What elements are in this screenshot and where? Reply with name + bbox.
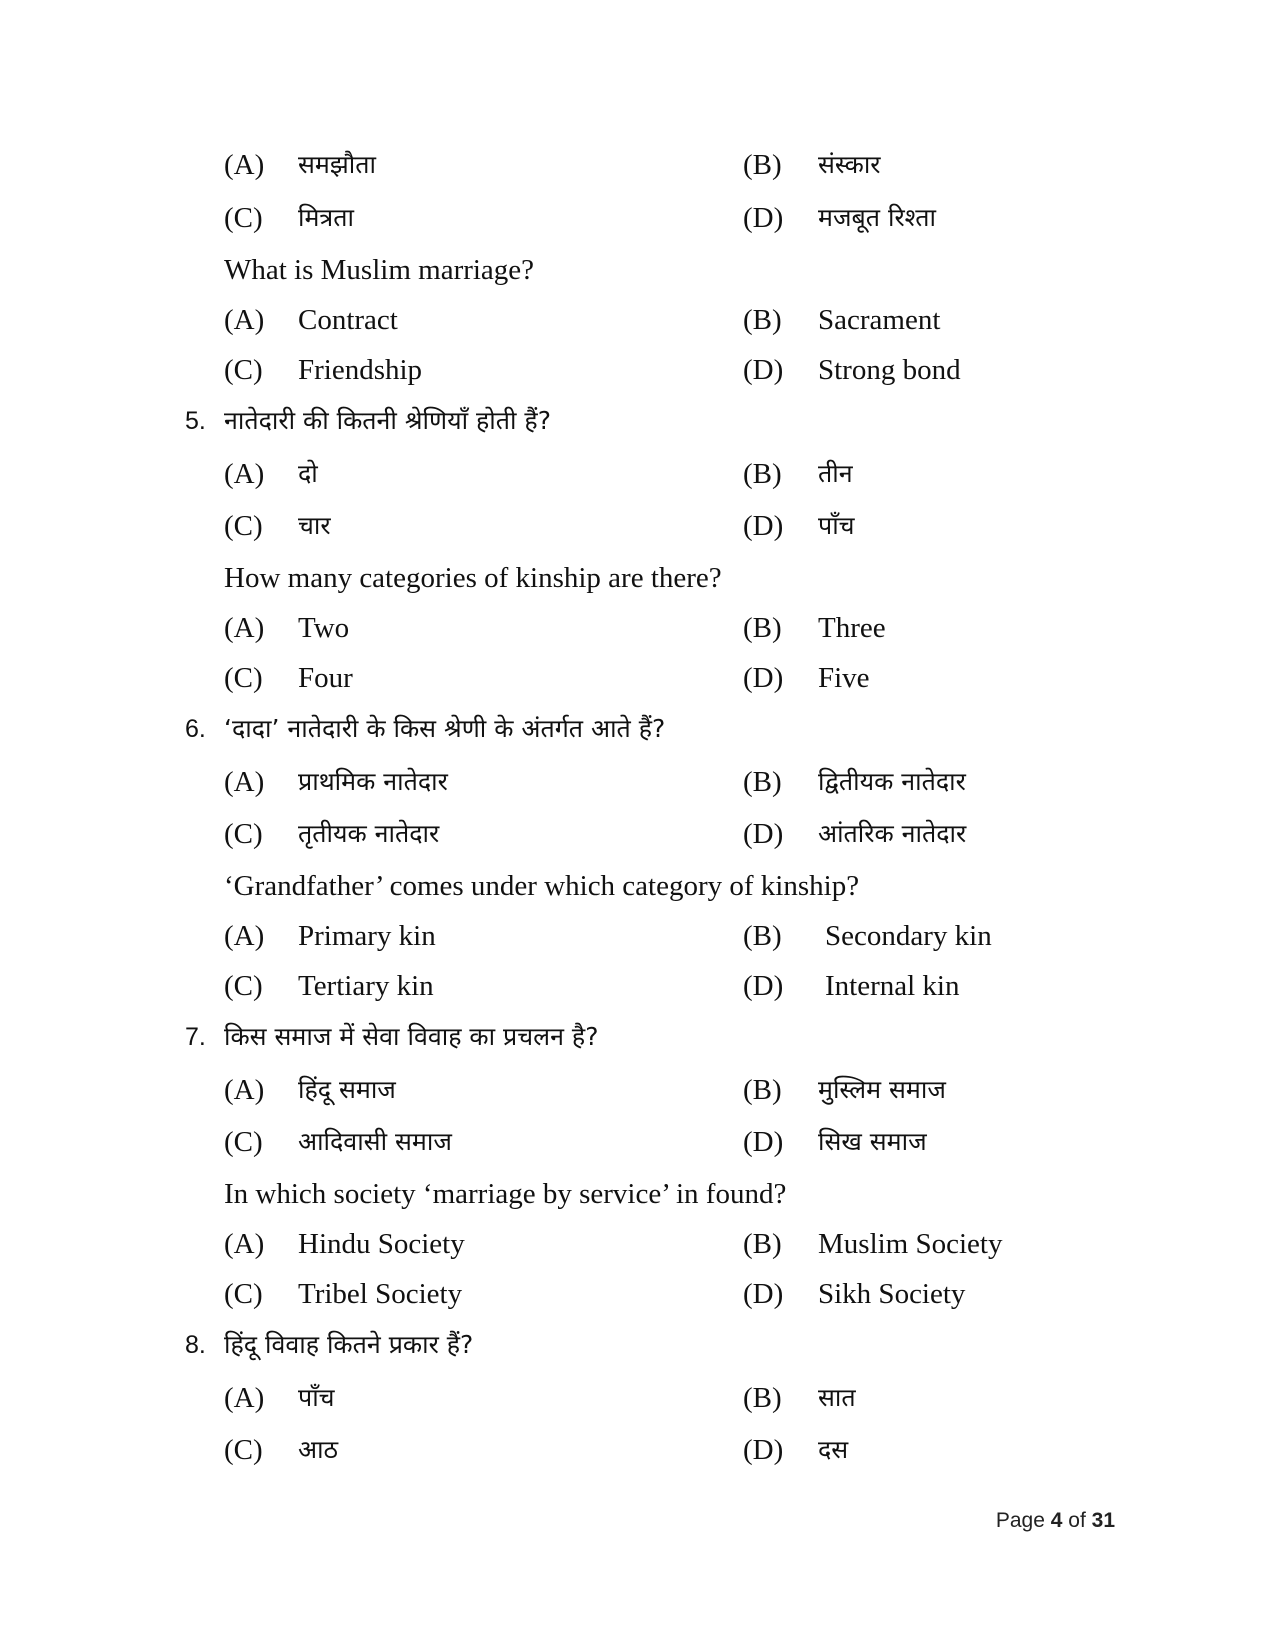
option-text: Sikh Society: [818, 1278, 966, 1310]
option-letter: (A): [224, 766, 265, 798]
option-letter: (A): [224, 1382, 265, 1414]
question-row: [0, 1172, 1275, 1216]
option-letter: (C): [224, 510, 263, 542]
options-row: [0, 298, 1275, 342]
option-letter: (B): [743, 458, 782, 490]
question-number: 7.: [185, 1023, 206, 1051]
options-row: [0, 1222, 1275, 1266]
options-row: [0, 914, 1275, 958]
options-row: [0, 1120, 1275, 1164]
option-letter: (C): [224, 1126, 263, 1158]
option-text: पाँच: [298, 1383, 335, 1412]
option-text: Internal kin: [825, 970, 960, 1002]
question-text: हिंदू विवाह कितने प्रकार हैं?: [224, 1330, 474, 1359]
option-letter: (D): [743, 354, 784, 386]
question-number: 8.: [185, 1331, 206, 1359]
option-letter: (D): [743, 818, 784, 850]
option-letter: (A): [224, 1074, 265, 1106]
question-row: [0, 707, 1275, 751]
option-text: Two: [298, 612, 350, 644]
option-text: आठ: [298, 1435, 339, 1464]
options-row: [0, 143, 1275, 187]
options-row: [0, 656, 1275, 700]
option-text: सिख समाज: [818, 1127, 927, 1156]
question-text: नातेदारी की कितनी श्रेणियाँ होती हैं?: [224, 406, 551, 435]
question-row: [0, 1323, 1275, 1367]
option-letter: (D): [743, 970, 784, 1002]
options-row: [0, 1068, 1275, 1112]
option-letter: (D): [743, 1434, 784, 1466]
option-letter: (B): [743, 920, 782, 952]
option-text: Five: [818, 662, 870, 694]
option-text: तीन: [818, 459, 853, 488]
option-letter: (A): [224, 920, 265, 952]
option-text: संस्कार: [818, 150, 881, 179]
option-letter: (C): [224, 1434, 263, 1466]
option-letter: (D): [743, 1126, 784, 1158]
question-row: [0, 1015, 1275, 1059]
option-letter: (C): [224, 970, 263, 1002]
question-text: In which society ‘marriage by service’ in found?: [224, 1178, 787, 1210]
question-row: [0, 556, 1275, 600]
option-letter: (B): [743, 1228, 782, 1260]
option-text: मुस्लिम समाज: [818, 1075, 946, 1104]
option-text: Three: [818, 612, 886, 644]
option-letter: (D): [743, 662, 784, 694]
option-text: पाँच: [818, 511, 855, 540]
option-text: Secondary kin: [825, 920, 992, 952]
total-pages: 31: [1091, 1509, 1115, 1532]
option-text: द्वितीयक नातेदार: [818, 767, 966, 796]
current-page: 4: [1050, 1509, 1063, 1532]
options-row: [0, 348, 1275, 392]
option-letter: (B): [743, 304, 782, 336]
option-letter: (A): [224, 458, 265, 490]
question-row: [0, 248, 1275, 292]
option-text: Strong bond: [818, 354, 961, 386]
option-text: आंतरिक नातेदार: [818, 819, 967, 848]
option-text: Tribel Society: [298, 1278, 463, 1310]
question-number: 6.: [185, 715, 206, 743]
question-text: What is Muslim marriage?: [224, 254, 535, 286]
option-letter: (C): [224, 354, 263, 386]
option-text: समझौता: [298, 150, 376, 179]
question-text: ‘दादा’ नातेदारी के किस श्रेणी के अंतर्गत आते हैं?: [224, 714, 666, 743]
option-text: Tertiary kin: [298, 970, 434, 1002]
option-text: चार: [298, 511, 331, 540]
option-letter: (D): [743, 510, 784, 542]
option-letter: (B): [743, 1074, 782, 1106]
option-text: Friendship: [298, 354, 423, 386]
question-row: [0, 864, 1275, 908]
option-letter: (C): [224, 662, 263, 694]
options-row: [0, 196, 1275, 240]
option-text: मजबूत रिश्ता: [818, 203, 937, 232]
option-letter: (D): [743, 202, 784, 234]
option-text: दस: [818, 1435, 849, 1464]
option-text: प्राथमिक नातेदार: [298, 767, 448, 796]
options-row: [0, 606, 1275, 650]
option-letter: (D): [743, 1278, 784, 1310]
option-letter: (C): [224, 818, 263, 850]
option-text: तृतीयक नातेदार: [298, 819, 440, 848]
page-footer: [996, 1506, 1115, 1536]
option-text: हिंदू समाज: [298, 1075, 396, 1104]
question-text: How many categories of kinship are there?: [224, 562, 722, 594]
question-text: ‘Grandfather’ comes under which category of kinship?: [224, 870, 860, 902]
option-text: Primary kin: [298, 920, 436, 952]
option-letter: (A): [224, 149, 265, 181]
option-text: दो: [298, 459, 318, 488]
option-text: Hindu Society: [298, 1228, 465, 1260]
option-letter: (B): [743, 766, 782, 798]
options-row: [0, 760, 1275, 804]
question-text: किस समाज में सेवा विवाह का प्रचलन है?: [224, 1022, 599, 1051]
option-letter: (C): [224, 1278, 263, 1310]
options-row: [0, 1376, 1275, 1420]
option-letter: (B): [743, 612, 782, 644]
page-of: of: [1068, 1509, 1086, 1532]
options-row: [0, 1272, 1275, 1316]
options-row: [0, 812, 1275, 856]
options-row: [0, 452, 1275, 496]
page-label: Page: [995, 1509, 1045, 1532]
option-letter: (B): [743, 1382, 782, 1414]
question-row: [0, 399, 1275, 443]
option-letter: (A): [224, 1228, 265, 1260]
option-text: सात: [818, 1383, 856, 1412]
question-number: 5.: [185, 407, 206, 435]
options-row: [0, 964, 1275, 1008]
options-row: [0, 504, 1275, 548]
option-letter: (C): [224, 202, 263, 234]
option-text: Muslim Society: [818, 1228, 1003, 1260]
option-text: Sacrament: [818, 304, 941, 336]
option-letter: (B): [743, 149, 782, 181]
option-letter: (A): [224, 304, 265, 336]
option-text: Contract: [298, 304, 398, 336]
options-row: [0, 1428, 1275, 1472]
option-letter: (A): [224, 612, 265, 644]
option-text: आदिवासी समाज: [298, 1127, 452, 1156]
option-text: Four: [298, 662, 353, 694]
option-text: मित्रता: [298, 203, 354, 232]
